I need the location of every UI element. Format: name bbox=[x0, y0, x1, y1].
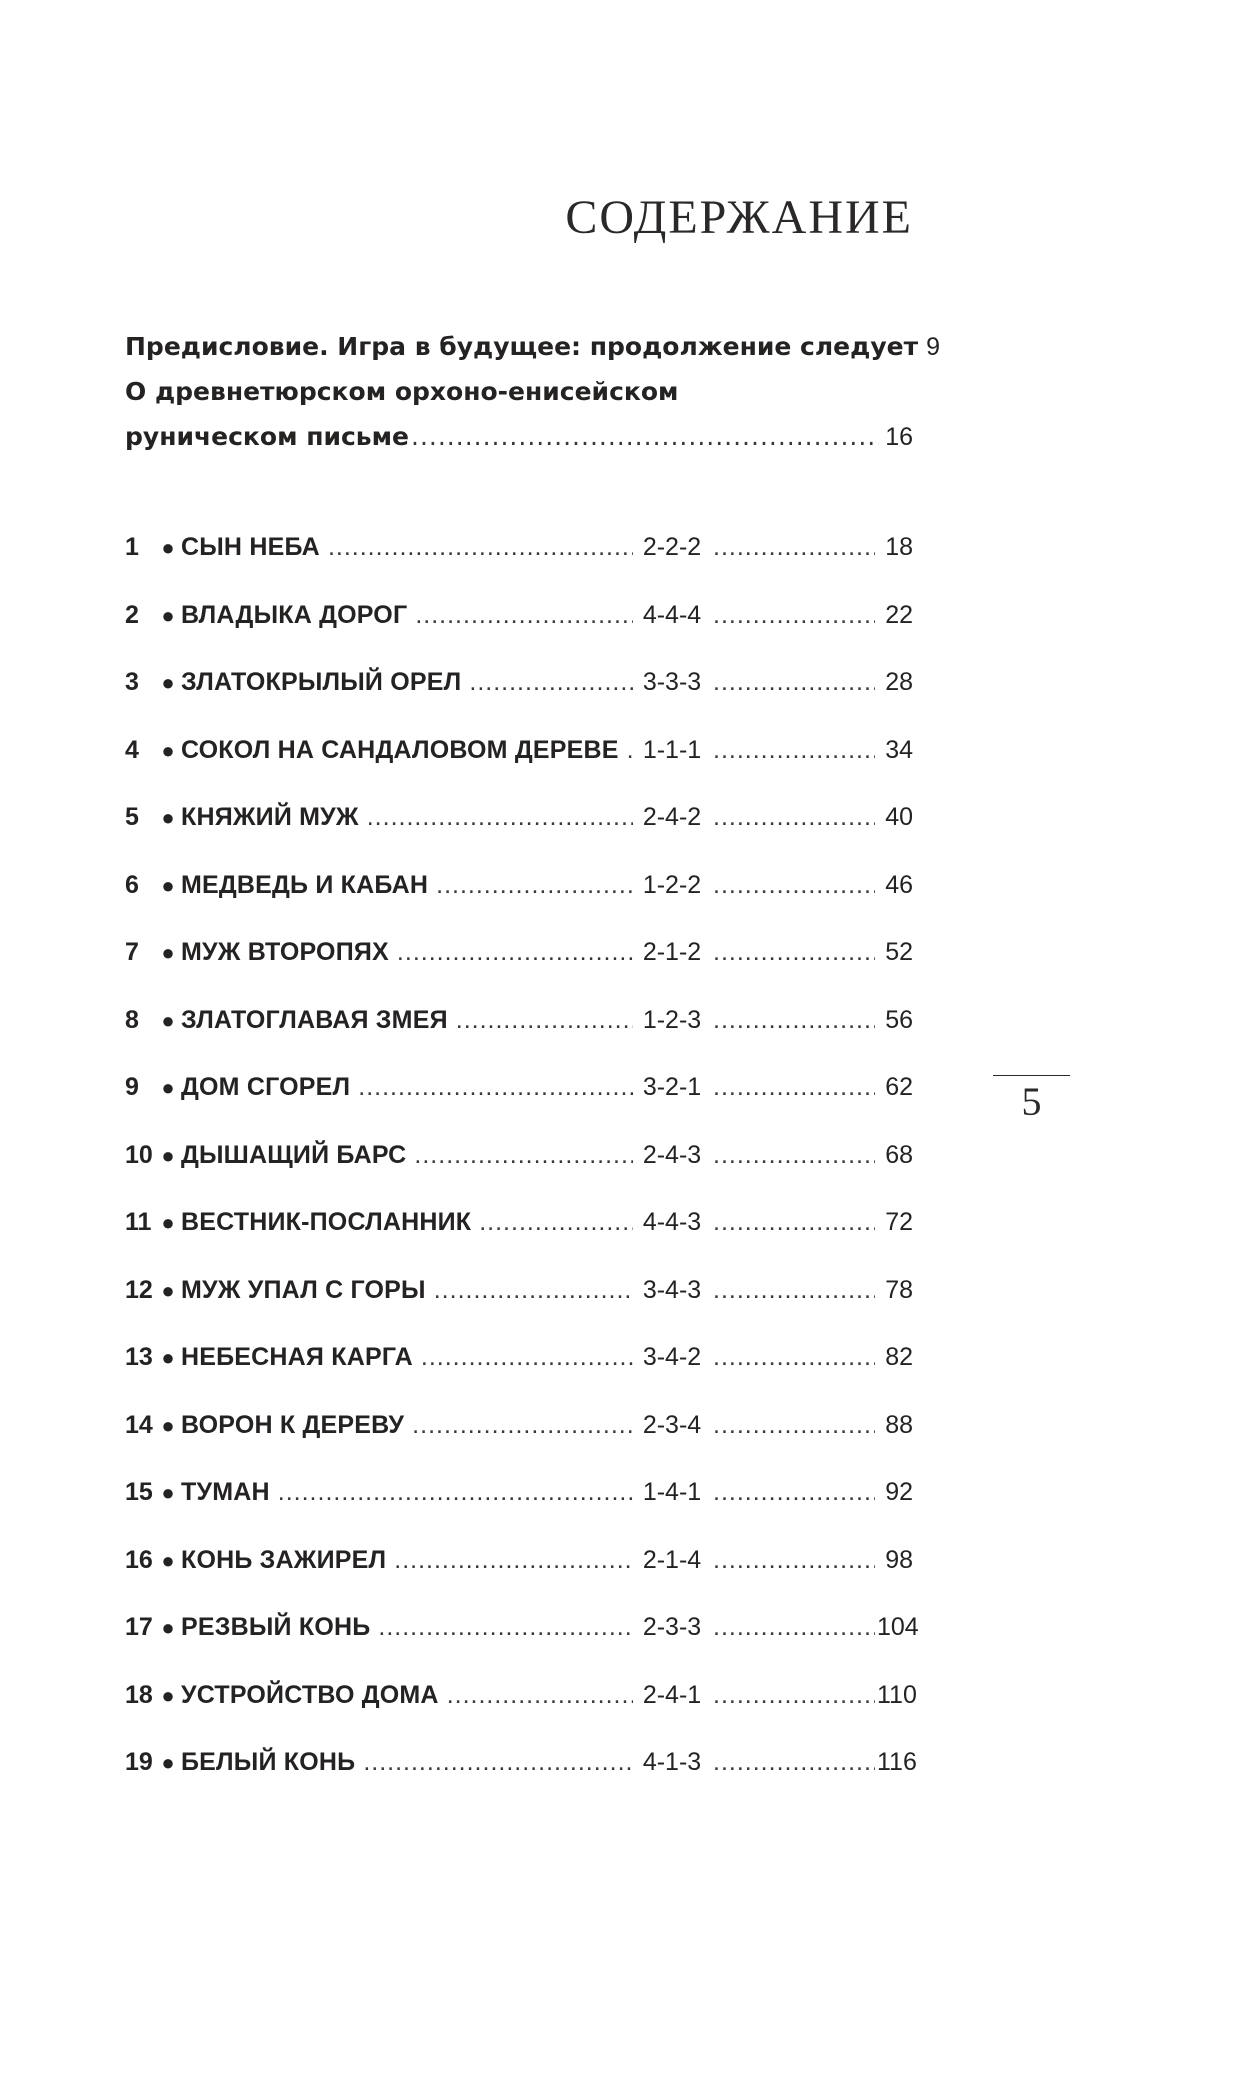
entry-code: 2-3-4 bbox=[642, 1410, 702, 1439]
entry-page: 28 bbox=[885, 668, 913, 696]
bullet-icon: ● bbox=[161, 1142, 175, 1168]
dot-leader bbox=[713, 938, 875, 967]
dot-leader bbox=[713, 533, 875, 562]
dot-leader bbox=[713, 1073, 875, 1102]
entry-number: 7 bbox=[125, 938, 139, 966]
entry-page: 9 bbox=[926, 333, 940, 361]
entry-page: 104 bbox=[877, 1613, 919, 1641]
entry-code: 2-1-2 bbox=[642, 938, 702, 966]
entry-code: 1-2-3 bbox=[642, 1005, 702, 1034]
entry-code: 3-2-1 bbox=[642, 1073, 702, 1101]
bullet-icon: ● bbox=[161, 1277, 175, 1303]
entry-title: ТУМАН bbox=[181, 1478, 270, 1506]
entry-number: 2 bbox=[125, 600, 139, 629]
entry-title: РЕЗВЫЙ КОНЬ bbox=[181, 1613, 371, 1641]
dot-leader bbox=[713, 1613, 875, 1642]
entry-title: ВОРОН К ДЕРЕВУ bbox=[181, 1410, 405, 1439]
entry-page: 98 bbox=[885, 1545, 913, 1574]
toc-entry[interactable] bbox=[125, 938, 913, 1006]
entry-page: 82 bbox=[885, 1343, 913, 1371]
entry-page: 88 bbox=[885, 1410, 913, 1439]
toc-entry[interactable] bbox=[125, 1411, 913, 1479]
toc-entry[interactable] bbox=[125, 1006, 913, 1074]
entry-page: 92 bbox=[885, 1478, 913, 1506]
bullet-icon: ● bbox=[161, 1480, 175, 1505]
entry-page: 62 bbox=[885, 1073, 913, 1101]
toc-entry[interactable] bbox=[125, 1208, 913, 1276]
entry-title: КНЯЖИЙ МУЖ bbox=[181, 803, 359, 831]
dot-leader bbox=[479, 1208, 633, 1237]
entry-page: 46 bbox=[885, 870, 913, 899]
dot-leader bbox=[713, 1411, 875, 1440]
dot-leader bbox=[363, 1748, 633, 1777]
entry-code: 3-3-3 bbox=[642, 668, 702, 696]
dot-leader bbox=[411, 422, 879, 451]
toc-entry-runic-line1[interactable] bbox=[125, 377, 913, 421]
entry-page: 16 bbox=[885, 423, 913, 451]
toc-entry[interactable] bbox=[125, 1343, 913, 1411]
bullet-icon: ● bbox=[161, 1007, 175, 1033]
dot-leader bbox=[456, 1006, 633, 1035]
entry-number: 18 bbox=[125, 1680, 153, 1709]
entry-number: 3 bbox=[125, 668, 139, 696]
entry-title: ВЛАДЫКА ДОРОГ bbox=[181, 600, 408, 629]
entry-code: 1-1-1 bbox=[642, 735, 702, 764]
bullet-icon: ● bbox=[161, 1682, 175, 1708]
entry-code: 2-4-2 bbox=[642, 803, 702, 831]
toc-entry[interactable] bbox=[125, 1546, 913, 1614]
toc-entry-preface[interactable] bbox=[125, 332, 940, 376]
entry-code: 1-2-2 bbox=[642, 870, 702, 899]
entry-page: 18 bbox=[885, 533, 913, 561]
entry-page: 78 bbox=[885, 1275, 913, 1304]
entry-title: Предисловие. Игра в будущее: продолжение следует bbox=[125, 332, 919, 361]
toc-entry[interactable] bbox=[125, 803, 913, 871]
entry-title: МУЖ УПАЛ С ГОРЫ bbox=[181, 1275, 426, 1304]
page-title: СОДЕРЖАНИЕ bbox=[565, 191, 913, 244]
dot-leader bbox=[713, 601, 875, 630]
toc-entry[interactable] bbox=[125, 1748, 917, 1816]
bullet-icon: ● bbox=[161, 940, 175, 965]
dot-leader bbox=[713, 1141, 875, 1170]
bullet-icon: ● bbox=[161, 805, 175, 830]
dot-leader bbox=[713, 871, 875, 900]
entry-page: 52 bbox=[885, 938, 913, 966]
bullet-icon: ● bbox=[161, 1345, 175, 1370]
dot-leader bbox=[713, 803, 875, 832]
entry-title: СОКОЛ НА САНДАЛОВОМ ДЕРЕВЕ bbox=[181, 735, 619, 764]
toc-entry[interactable] bbox=[125, 533, 913, 601]
entry-title: МУЖ ВТОРОПЯХ bbox=[181, 938, 389, 966]
toc-entry[interactable] bbox=[125, 1276, 913, 1344]
entry-number: 8 bbox=[125, 1005, 139, 1034]
entry-page: 56 bbox=[885, 1005, 913, 1034]
entry-code: 2-4-1 bbox=[642, 1680, 702, 1709]
dot-leader bbox=[713, 1276, 875, 1305]
dot-leader bbox=[713, 1546, 875, 1575]
entry-title: СЫН НЕБА bbox=[181, 533, 320, 561]
entry-code: 2-1-4 bbox=[642, 1545, 702, 1574]
entry-number: 9 bbox=[125, 1073, 139, 1101]
dot-leader bbox=[713, 1478, 875, 1507]
folio-rule bbox=[993, 1075, 1070, 1076]
entry-title: ВЕСТНИК-ПОСЛАННИК bbox=[181, 1208, 472, 1236]
entry-number: 5 bbox=[125, 803, 139, 831]
bullet-icon: ● bbox=[161, 1547, 175, 1573]
entry-number: 1 bbox=[125, 533, 139, 561]
entry-title: ДЫШАЩИЙ БАРС bbox=[181, 1140, 407, 1169]
entry-title: БЕЛЫЙ КОНЬ bbox=[181, 1748, 356, 1776]
dot-leader bbox=[328, 533, 633, 562]
toc-entry[interactable] bbox=[125, 1073, 913, 1141]
dot-leader bbox=[394, 1546, 633, 1575]
entry-page: 116 bbox=[877, 1748, 917, 1776]
entry-number: 13 bbox=[125, 1343, 153, 1371]
entry-page: 110 bbox=[877, 1680, 917, 1709]
entry-code: 2-3-3 bbox=[642, 1613, 702, 1641]
entry-title: ЗЛАТОГЛАВАЯ ЗМЕЯ bbox=[181, 1005, 448, 1034]
bullet-icon: ● bbox=[161, 535, 175, 560]
toc-list bbox=[125, 533, 919, 1816]
dot-leader bbox=[421, 1343, 633, 1372]
dot-leader bbox=[378, 1613, 633, 1642]
dot-leader bbox=[397, 938, 633, 967]
toc-entry[interactable] bbox=[125, 1680, 917, 1749]
entry-title: НЕБЕСНАЯ КАРГА bbox=[181, 1343, 413, 1371]
dot-leader bbox=[713, 1208, 875, 1237]
toc-entry[interactable] bbox=[125, 668, 913, 736]
dot-leader bbox=[713, 668, 875, 697]
entry-title: ДОМ СГОРЕЛ bbox=[181, 1073, 351, 1101]
dot-leader bbox=[415, 601, 633, 630]
entry-title: руническом письме bbox=[125, 422, 410, 451]
toc-entry[interactable] bbox=[125, 871, 913, 939]
entry-page: 22 bbox=[885, 600, 913, 629]
entry-number: 16 bbox=[125, 1545, 153, 1574]
dot-leader bbox=[447, 1681, 633, 1710]
toc-entry-runic-line2[interactable] bbox=[125, 422, 913, 466]
page-number: 5 bbox=[1021, 1079, 1042, 1124]
entry-number: 12 bbox=[125, 1275, 153, 1304]
dot-leader bbox=[436, 871, 633, 900]
entry-code: 4-4-3 bbox=[642, 1208, 702, 1236]
entry-code: 4-1-3 bbox=[642, 1748, 702, 1776]
entry-number: 14 bbox=[125, 1410, 153, 1439]
toc-entry[interactable] bbox=[125, 1478, 913, 1546]
entry-number: 17 bbox=[125, 1613, 153, 1641]
toc-entry[interactable] bbox=[125, 736, 913, 804]
dot-leader bbox=[358, 1073, 633, 1102]
entry-number: 11 bbox=[125, 1208, 152, 1236]
bullet-icon: ● bbox=[161, 1075, 175, 1100]
bullet-icon: ● bbox=[161, 1210, 175, 1235]
entry-number: 15 bbox=[125, 1478, 153, 1506]
bullet-icon: ● bbox=[161, 872, 175, 898]
dot-leader bbox=[713, 1681, 875, 1710]
entry-title: МЕДВЕДЬ И КАБАН bbox=[181, 870, 429, 899]
entry-number: 6 bbox=[125, 870, 139, 899]
entry-number: 4 bbox=[125, 735, 139, 764]
dot-leader bbox=[412, 1411, 633, 1440]
entry-page: 34 bbox=[885, 735, 913, 764]
dot-leader bbox=[414, 1141, 633, 1170]
dot-leader bbox=[713, 1748, 875, 1777]
dot-leader bbox=[713, 1343, 875, 1372]
entry-title: О древнетюрском орхоно-енисейском bbox=[125, 377, 679, 406]
bullet-icon: ● bbox=[161, 1412, 175, 1438]
toc-entry[interactable] bbox=[125, 1613, 919, 1681]
dot-leader bbox=[278, 1478, 633, 1507]
toc-entry[interactable] bbox=[125, 601, 913, 669]
bullet-icon: ● bbox=[161, 670, 175, 695]
bullet-icon: ● bbox=[161, 602, 175, 628]
dot-leader bbox=[713, 1006, 875, 1035]
entry-code: 3-4-2 bbox=[642, 1343, 702, 1371]
entry-page: 40 bbox=[885, 803, 913, 831]
toc-entry[interactable] bbox=[125, 1141, 913, 1209]
dot-leader bbox=[367, 803, 633, 832]
entry-title: УСТРОЙСТВО ДОМА bbox=[181, 1680, 439, 1709]
entry-page: 72 bbox=[885, 1208, 913, 1236]
dot-leader bbox=[713, 736, 875, 765]
front-matter bbox=[125, 332, 940, 467]
entry-title: КОНЬ ЗАЖИРЕЛ bbox=[181, 1545, 387, 1574]
bullet-icon: ● bbox=[161, 1615, 175, 1640]
bullet-icon: ● bbox=[161, 737, 175, 763]
dot-leader bbox=[627, 736, 633, 765]
entry-code: 2-4-3 bbox=[642, 1140, 702, 1169]
dot-leader bbox=[469, 668, 633, 697]
entry-page: 68 bbox=[885, 1140, 913, 1169]
entry-code: 4-4-4 bbox=[642, 600, 702, 629]
entry-title: ЗЛАТОКРЫЛЫЙ ОРЕЛ bbox=[181, 668, 462, 696]
entry-number: 19 bbox=[125, 1748, 153, 1776]
bullet-icon: ● bbox=[161, 1750, 175, 1775]
dot-leader bbox=[434, 1276, 633, 1305]
entry-code: 1-4-1 bbox=[642, 1478, 702, 1506]
entry-code: 3-4-3 bbox=[642, 1275, 702, 1304]
entry-code: 2-2-2 bbox=[642, 533, 702, 561]
entry-number: 10 bbox=[125, 1140, 153, 1169]
